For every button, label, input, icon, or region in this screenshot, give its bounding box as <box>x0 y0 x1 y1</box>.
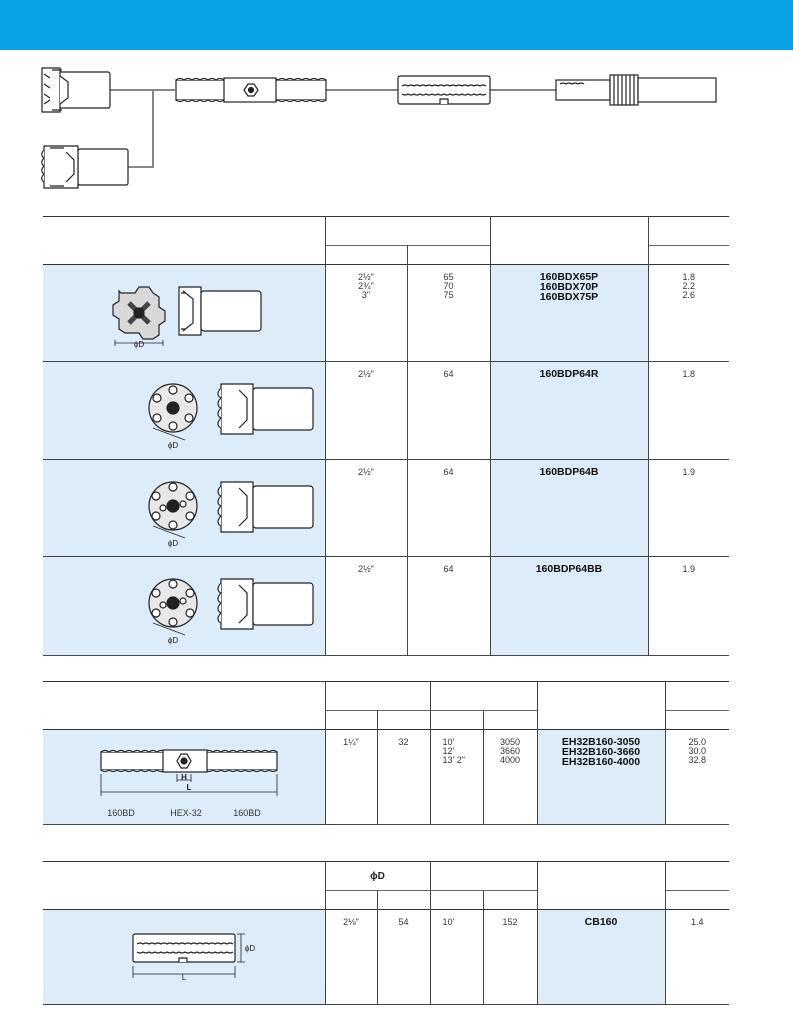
cell-inch: 1¼" <box>343 737 359 747</box>
cell-length-mm: 3660 <box>499 746 521 756</box>
header-mm <box>377 891 430 910</box>
cell-inch: 2¾" <box>358 281 374 291</box>
header-inch <box>325 246 407 265</box>
cross-bit-image <box>43 265 325 362</box>
cell-weight: 2.6 <box>682 290 695 300</box>
table-row <box>43 910 729 1005</box>
table-row <box>43 557 729 656</box>
header-part-number <box>490 217 648 265</box>
dim-label: ϕD <box>167 441 179 450</box>
table-row <box>43 730 729 825</box>
shank-adapter-icon <box>556 75 716 105</box>
header-bar <box>0 0 793 50</box>
header-phid-label: ϕD <box>370 871 385 882</box>
part-number: 160BDP64B <box>539 466 599 478</box>
cell-weight: 32.8 <box>688 755 707 765</box>
header-inch <box>325 711 377 730</box>
dim-label-l: L <box>181 973 187 982</box>
cell-feet: 12' <box>442 746 455 756</box>
cell-mm: 70 <box>443 281 454 291</box>
header-length <box>430 862 537 891</box>
part-number: CB160 <box>584 916 618 928</box>
header-rod-type <box>43 682 325 730</box>
cell-mm: 65 <box>443 272 454 282</box>
button-bit-image <box>43 362 325 460</box>
cell-weight: 25.0 <box>688 737 707 747</box>
cell-weight: 1.9 <box>682 564 695 574</box>
cross-bit-assembly-icon <box>42 68 110 112</box>
button-bit-assembly-icon <box>42 146 128 188</box>
cell-length-mm: 4000 <box>499 755 521 765</box>
header-kg <box>665 891 729 910</box>
cell-inch: 2½" <box>358 467 374 477</box>
part-number: 160BDX75P <box>539 291 599 303</box>
header-phid <box>325 862 430 891</box>
dim-label: ϕD <box>133 340 145 349</box>
cell-length-mm: 3050 <box>499 737 521 747</box>
cell-inch: 3" <box>361 290 371 300</box>
cell-inch: 2⅛" <box>343 917 359 927</box>
part-number: 160BDX65P <box>539 271 599 283</box>
cell-length-mm: 152 <box>502 917 518 927</box>
rod-table <box>43 681 729 825</box>
header-weight <box>648 217 729 246</box>
coupling-table <box>43 861 729 1005</box>
dim-label: ϕD <box>167 636 179 645</box>
part-number: EH32B160-3050 <box>561 736 641 748</box>
dim-label: ϕD <box>167 539 179 548</box>
cell-mm: 64 <box>443 467 454 477</box>
header-mm <box>377 711 430 730</box>
extension-rod-icon <box>176 78 326 102</box>
cell-weight: 1.4 <box>690 917 704 927</box>
dim-label-d: ϕD <box>244 944 256 953</box>
header-kg <box>648 246 729 265</box>
header-weight <box>665 862 729 891</box>
header-mm <box>483 891 537 910</box>
part-number: EH32B160-4000 <box>561 756 641 768</box>
rod-image <box>43 730 325 825</box>
cell-weight: 30.0 <box>688 746 707 756</box>
header-feet <box>430 891 483 910</box>
button-bit-image <box>43 460 325 557</box>
coupling-sleeve-icon <box>133 934 245 978</box>
button-bit-image <box>43 557 325 656</box>
header-length <box>430 682 537 711</box>
cell-weight: 1.9 <box>682 467 695 477</box>
cell-mm: 64 <box>443 564 454 574</box>
dim-label-l: L <box>186 783 192 792</box>
part-number: EH32B160-3660 <box>561 746 641 758</box>
cell-inch: 2½" <box>358 369 374 379</box>
dim-label-h: H <box>181 773 187 782</box>
header-weight <box>665 682 729 711</box>
cell-feet: 13' 2" <box>442 755 465 765</box>
caption-left: 160BD <box>107 808 135 818</box>
header-part-number <box>537 682 665 730</box>
cell-weight: 1.8 <box>682 272 695 282</box>
button-bit-icon <box>149 384 197 440</box>
coupling-image <box>43 910 325 1005</box>
table-row <box>43 362 729 460</box>
cell-mm: 32 <box>398 737 409 747</box>
button-bit-icon <box>149 482 197 538</box>
header-feet <box>430 711 483 730</box>
caption-mid: HEX-32 <box>170 808 202 818</box>
drill-string-assembly-diagram <box>0 50 793 215</box>
cell-mm: 64 <box>443 369 454 379</box>
table-row <box>43 460 729 557</box>
header-coupling-type <box>43 862 325 910</box>
cell-feet: 10' <box>442 917 455 927</box>
cell-weight: 2.2 <box>682 281 695 291</box>
caption-right: 160BD <box>233 808 261 818</box>
part-number: 160BDX70P <box>539 281 599 293</box>
cell-weight: 1.8 <box>682 369 695 379</box>
header-mm <box>407 246 490 265</box>
header-bit-type <box>43 217 325 265</box>
part-number: 160BDP64R <box>539 368 599 380</box>
part-number: 160BDP64BB <box>535 563 603 575</box>
coupling-sleeve-icon <box>398 76 490 104</box>
cell-mm: 75 <box>443 290 454 300</box>
header-diameter <box>325 217 490 246</box>
cell-feet: 10' <box>442 737 455 747</box>
button-bit-icon <box>149 579 197 635</box>
header-kg <box>665 711 729 730</box>
cross-bit-icon <box>113 287 165 346</box>
table-row <box>43 265 729 362</box>
bit-table <box>43 216 729 656</box>
header-part-number <box>537 862 665 910</box>
header-mm <box>483 711 537 730</box>
header-inch <box>325 891 377 910</box>
cell-inch: 2½" <box>358 564 374 574</box>
header-hex <box>325 682 430 711</box>
cell-inch: 2½" <box>358 272 374 282</box>
cell-mm: 54 <box>398 917 409 927</box>
